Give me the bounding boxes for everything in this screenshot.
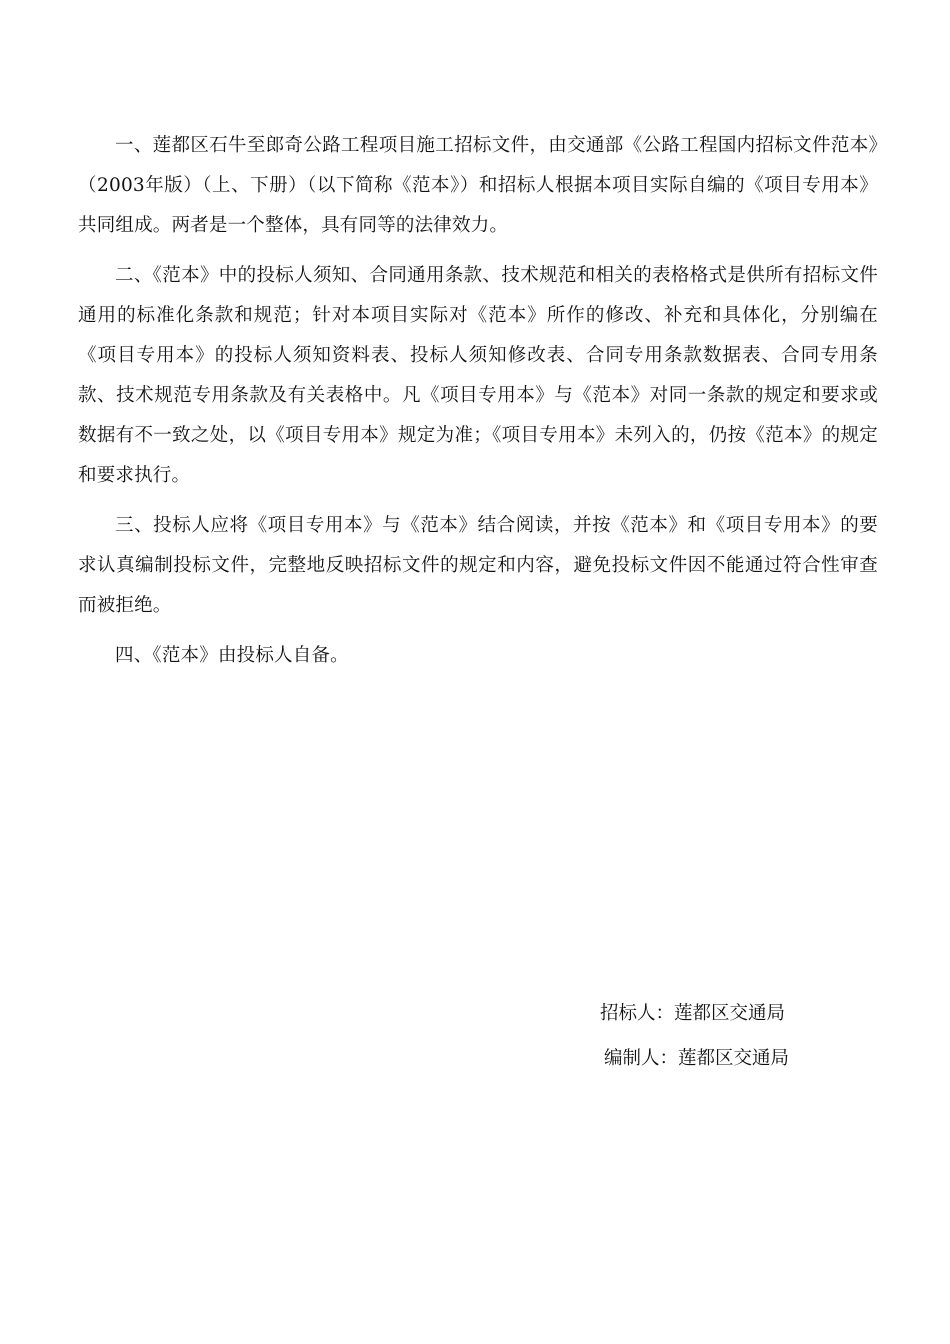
paragraph-1: 一、莲都区石牛至郎奇公路工程项目施工招标文件，由交通部《公路工程国内招标文件范本》（2003年版）（上、下册）（以下简称《范本》）和招标人根据本项目实际自编的《项目专用本》共同组成。两者是一个整体，具有同等的法律效力。: [78, 135, 878, 236]
paragraph-2: 二、《范本》中的投标人须知、合同通用条款、技术规范和相关的表格格式是供所有招标文件通用的标准化条款和规范；针对本项目实际对《范本》所作的修改、补充和具体化，分别编在《项目专用本》的投标人须知资料表、投标人须知修改表、合同专用条款数据表、合同专用条款、技术规范专用条款及有关表格中。凡《项目专用本》与《范本》对同一条款的规定和要求或数据有不一致之处，以《项目专用本》规定为准；《项目专用本》未列入的，仍按《范本》的规定和要求执行。: [78, 265, 878, 486]
signature-block: [600, 994, 890, 1084]
paragraph-3: 三、投标人应将《项目专用本》与《范本》结合阅读，并按《范本》和《项目专用本》的要求认真编制投标文件，完整地反映招标文件的规定和内容，避免投标文件因不能通过符合性审查而被拒绝。: [78, 515, 878, 616]
paragraph-4: 四、《范本》由投标人自备。: [115, 645, 349, 666]
tenderer-line: 招标人：莲都区交通局: [600, 1003, 786, 1024]
compiler-line: 编制人：莲都区交通局: [604, 1048, 790, 1069]
document-body: [78, 126, 878, 686]
